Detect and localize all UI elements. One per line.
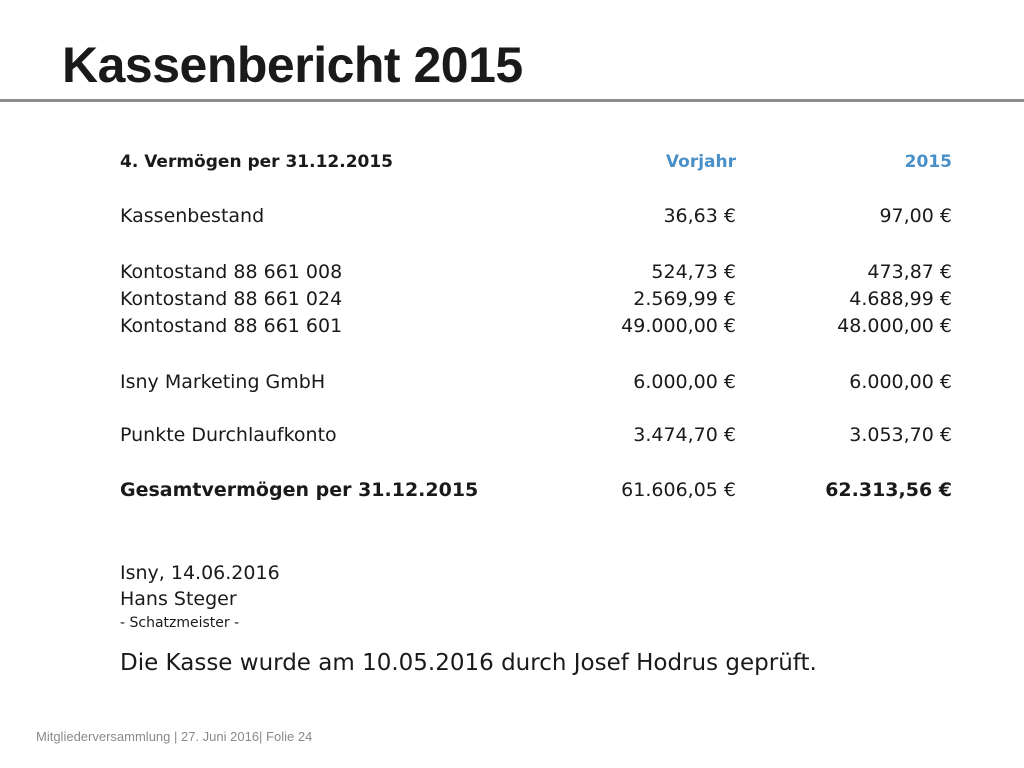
table-row [120, 423, 960, 447]
page-title: Kassenbericht 2015 [62, 37, 523, 93]
table-row [120, 287, 960, 311]
header-label: 4. Vermögen per 31.12.2015 [120, 152, 394, 172]
row-label: Kontostand 88 661 601 [120, 315, 343, 337]
signature-role: - Schatzmeister - [120, 615, 240, 631]
row-current-value: 4.688,99 € [849, 288, 952, 310]
row-label: Kontostand 88 661 024 [120, 288, 343, 310]
row-label: Punkte Durchlaufkonto [120, 424, 337, 446]
row-current-value: 97,00 € [879, 205, 952, 227]
row-prev-value: 36,63 € [663, 205, 736, 227]
row-prev-value: 6.000,00 € [633, 371, 736, 393]
table-row [120, 314, 960, 338]
header-current-year: 2015 [904, 152, 952, 172]
header-prev-year: Vorjahr [665, 152, 736, 172]
row-prev-value: 49.000,00 € [621, 315, 736, 337]
row-current-value: 48.000,00 € [837, 315, 952, 337]
audit-note: Die Kasse wurde am 10.05.2016 durch Josef Hodrus geprüft. [120, 650, 817, 676]
row-prev-value: 3.474,70 € [633, 424, 736, 446]
table-row [120, 204, 960, 228]
signature-name: Hans Steger [120, 588, 237, 610]
total-row [120, 478, 960, 502]
slide-footer: Mitgliederversammlung | 27. Juni 2016| Folie 24 [36, 729, 313, 744]
row-label: Kontostand 88 661 008 [120, 261, 343, 283]
title-divider [0, 99, 1024, 102]
row-current-value: 3.053,70 € [849, 424, 952, 446]
total-prev-value: 61.606,05 € [621, 479, 736, 501]
row-current-value: 473,87 € [867, 261, 952, 283]
row-label: Kassenbestand [120, 205, 265, 227]
table-header [120, 150, 960, 174]
row-label: Isny Marketing GmbH [120, 371, 326, 393]
total-current-value: 62.313,56 € [825, 479, 952, 501]
row-prev-value: 2.569,99 € [633, 288, 736, 310]
table-row [120, 260, 960, 284]
table-row [120, 370, 960, 394]
signature-place-date: Isny, 14.06.2016 [120, 562, 280, 584]
row-current-value: 6.000,00 € [849, 371, 952, 393]
row-prev-value: 524,73 € [651, 261, 736, 283]
total-label: Gesamtvermögen per 31.12.2015 [120, 479, 479, 501]
